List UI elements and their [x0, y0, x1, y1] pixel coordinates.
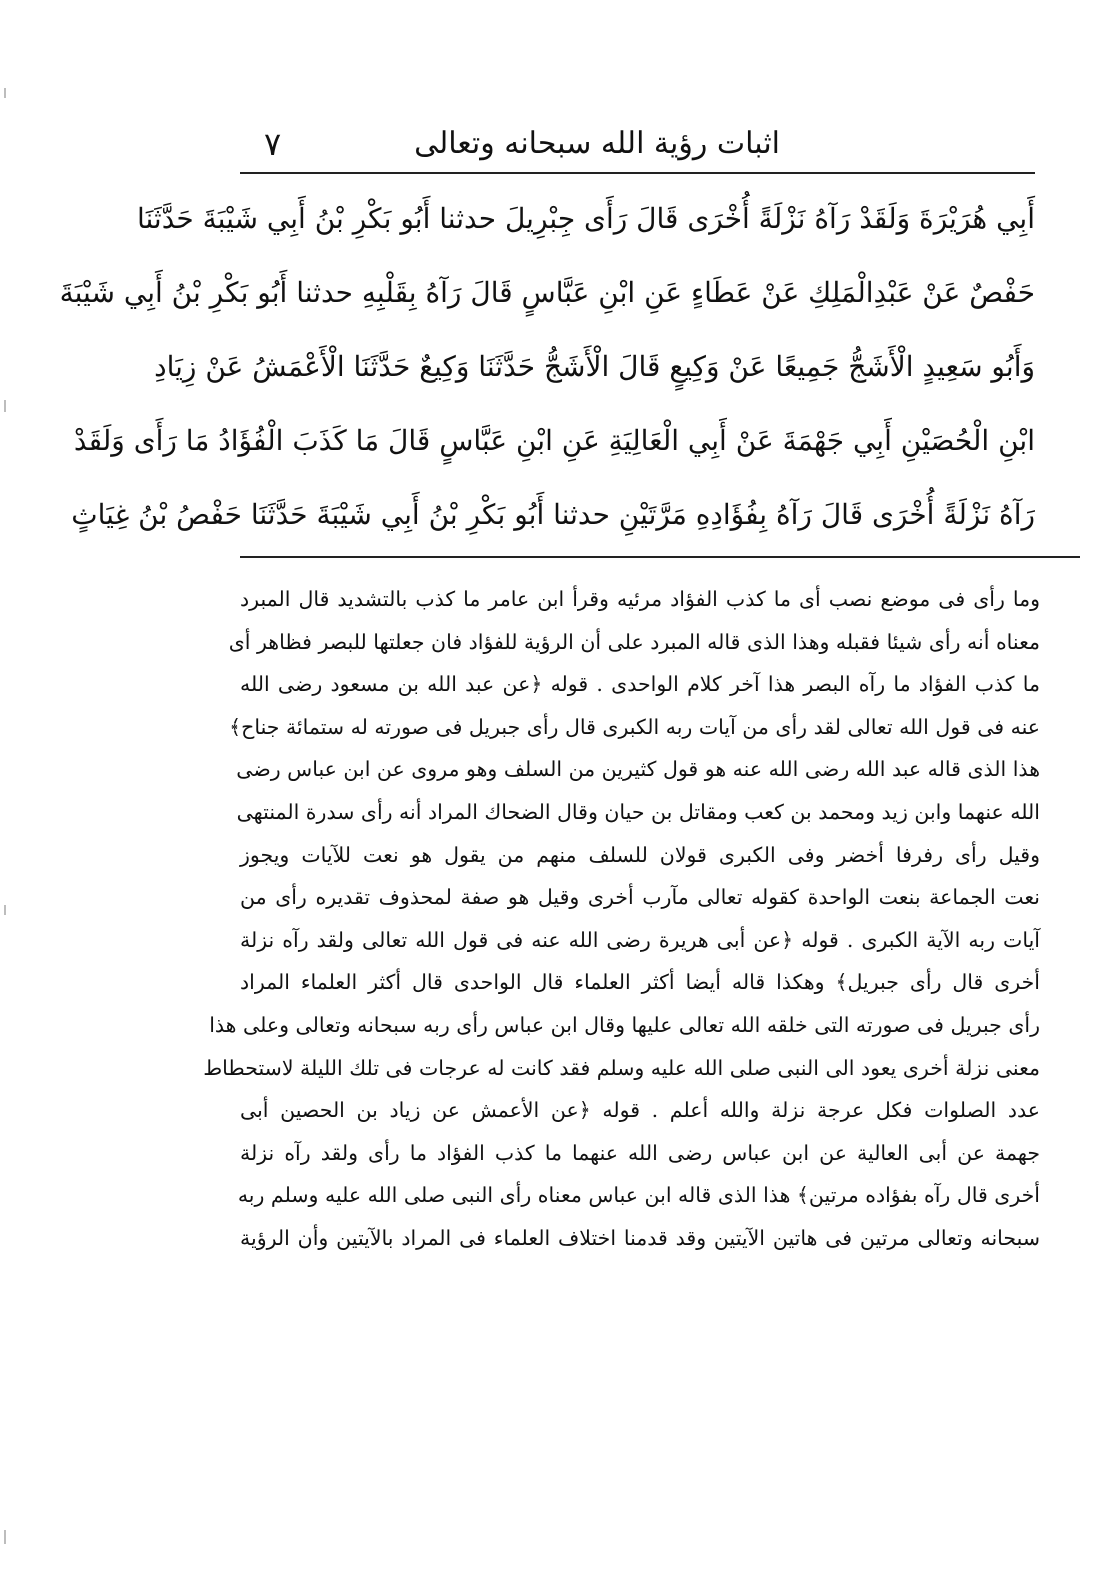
scan-margin-mark: [4, 88, 6, 98]
hadith-line: أَبِي هُرَيْرَةَ وَلَقَدْ رَآهُ نَزْلَةً أُخْرَى قَالَ رَأَى جِبْرِيلَ حدثنا أَبُو بَكْرِ بْنُ أَبِي شَيْبَةَ حَدَّثَنَا: [136, 202, 1035, 235]
commentary-line: عدد الصلوات فكل عرجة نزلة والله أعلم . قوله ﴿عن الأعمش عن زياد بن الحصين أبى: [240, 1098, 1040, 1123]
commentary-line: معنى نزلة أخرى يعود الى النبى صلى الله عليه وسلم فقد كانت له عرجات فى تلك الليلة لاستحطاط: [203, 1055, 1040, 1080]
commentary-line: هذا الذى قاله عبد الله رضى الله عنه هو قول كثيرين من السلف وهو مروى عن ابن عباس رضى: [236, 757, 1040, 782]
hadith-line: وَأَبُو سَعِيدٍ الْأَشَجُّ جَمِيعًا عَنْ وَكِيعٍ قَالَ الْأَشَجُّ حَدَّثَنَا وَكِيعٌ حَدَّثَنَا الْأَعْمَشُ عَنْ زِيَادِ: [154, 350, 1035, 383]
page-number: ٧: [264, 125, 282, 163]
page-header: [240, 118, 1035, 170]
commentary-text-block: [203, 578, 1040, 1260]
commentary-line: عنه فى قول الله تعالى لقد رأى من آيات ربه الكبرى قال رأى جبريل فى صورته له ستمائة جناح﴾: [229, 714, 1040, 739]
scan-margin-mark: [4, 400, 6, 412]
hadith-line: حَفْصٌ عَنْ عَبْدِالْمَلِكِ عَنْ عَطَاءٍ عَنِ ابْنِ عَبَّاسٍ قَالَ رَآهُ بِقَلْبِهِ حدثنا أَبُو بَكْرِ بْنُ أَبِي شَيْبَةَ: [59, 276, 1035, 309]
hadith-line: رَآهُ نَزْلَةً أُخْرَى قَالَ رَآهُ بِفُؤَادِهِ مَرَّتَيْنِ حدثنا أَبُو بَكْرِ بْنُ أَبِي شَيْبَةَ حَدَّثَنَا حَفْصُ بْنُ غِيَاثٍ: [71, 498, 1035, 531]
commentary-line: سبحانه وتعالى مرتين فى هاتين الآيتين وقد قدمنا اختلاف العلماء فى المراد بالآيتين وأن الرؤية: [240, 1225, 1040, 1250]
section-divider-rule: [240, 556, 1080, 558]
commentary-line: وما رأى فى موضع نصب أى ما كذب الفؤاد مرئيه وقرأ ابن عامر ما كذب بالتشديد قال المبرد: [240, 587, 1040, 611]
scan-margin-mark: [4, 1530, 6, 1544]
commentary-line: أخرى قال رآه بفؤاده مرتين﴾ هذا الذى قاله ابن عباس معناه رأى النبى صلى الله عليه وسلم ربه: [237, 1183, 1040, 1208]
commentary-line: جهمة عن أبى العالية عن ابن عباس رضى الله عنهما ما كذب الفؤاد ما رأى ولقد رآه نزلة: [240, 1140, 1040, 1165]
commentary-line: رأى جبريل فى صورته التى خلقه الله تعالى عليها وقال ابن عباس رأى ربه سبحانه وتعالى وعلى هذا: [209, 1012, 1040, 1037]
hadith-text-block: [59, 182, 1035, 552]
commentary-line: وقيل رأى رفرفا أخضر وفى الكبرى قولان للسلف منهم من يقول هو نعت للآيات ويجوز: [240, 842, 1040, 867]
commentary-line: نعت الجماعة بنعت الواحدة كقوله تعالى مآرب أخرى وقيل هو صفة لمحذوف تقديره رأى من: [240, 885, 1040, 910]
scan-margin-mark: [4, 905, 6, 915]
header-rule: [240, 172, 1035, 174]
commentary-line: ما كذب الفؤاد ما رآه البصر هذا آخر كلام الواحدى . قوله ﴿عن عبد الله بن مسعود رضى الله: [240, 672, 1040, 697]
hadith-line: ابْنِ الْحُصَيْنِ أَبِي جَهْمَةَ عَنْ أَبِي الْعَالِيَةِ عَنِ ابْنِ عَبَّاسٍ قَالَ مَا كَذَبَ الْفُؤَادُ مَا رَأَى وَلَقَدْ: [73, 424, 1035, 457]
running-title: اثبات رؤية الله سبحانه وتعالى: [414, 126, 780, 161]
commentary-line: الله عنهما وابن زيد ومحمد بن كعب ومقاتل بن حيان وقال الضحاك المراد أنه رأى سدرة المنتهى: [236, 799, 1040, 824]
commentary-line: معناه أنه رأى شيئا فقبله وهذا الذى قاله المبرد على أن الرؤية للفؤاد فان جعلتها للبصر فظاهر أى: [228, 629, 1040, 654]
commentary-line: آيات ربه الآية الكبرى . قوله ﴿عن أبى هريرة رضى الله عنه فى قول الله تعالى ولقد رآه نزلة: [240, 927, 1040, 952]
commentary-line: أخرى قال رأى جبريل﴾ وهكذا قاله أيضا أكثر العلماء قال الواحدى قال أكثر العلماء المراد: [240, 970, 1040, 995]
